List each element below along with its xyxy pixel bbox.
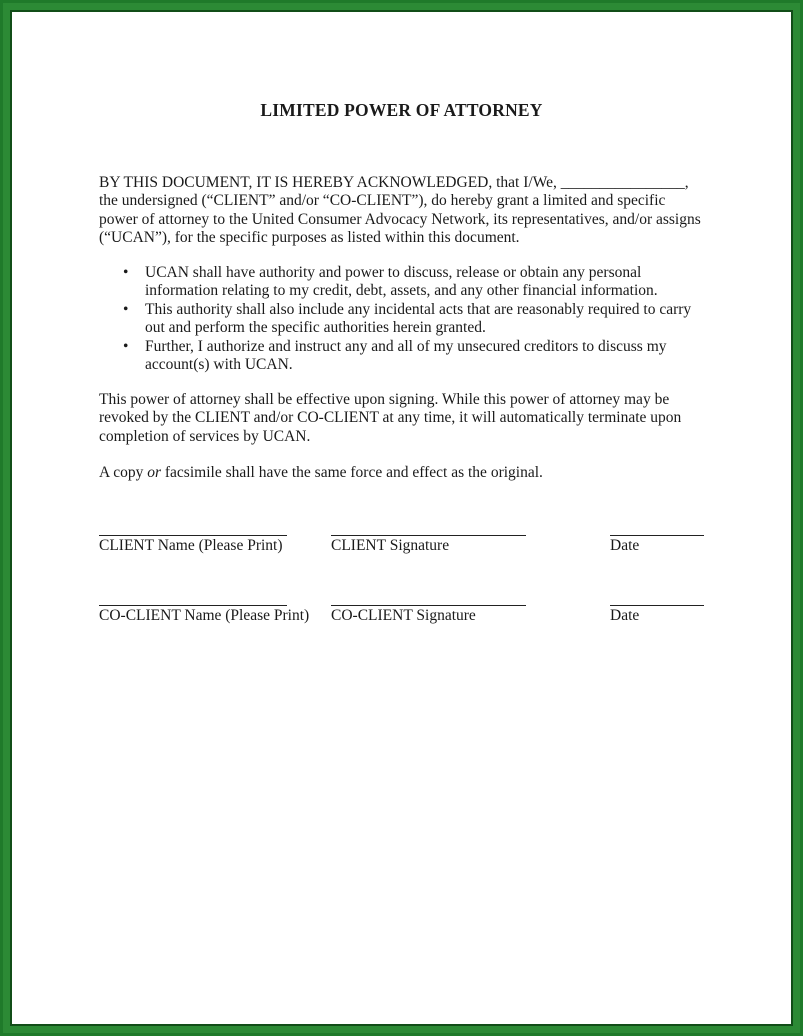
- paragraph-line: (“UCAN”), for the specific purposes as listed within this document.: [99, 229, 520, 247]
- effectiveness-paragraph: [99, 391, 719, 446]
- paragraph-line: the undersigned (“CLIENT” and/or “CO-CLIENT”), do hereby grant a limited and specific: [99, 192, 666, 210]
- paragraph-line: power of attorney to the United Consumer Advocacy Network, its representatives, and/or assigns: [99, 210, 701, 228]
- client-name-line[interactable]: [99, 535, 287, 536]
- facsimile-text-start: A copy: [99, 464, 148, 481]
- facsimile-text-end: facsimile shall have the same force and effect as the original.: [161, 464, 543, 481]
- paragraph-line: [99, 464, 719, 482]
- authority-list: [123, 264, 723, 374]
- paragraph-line: completion of services by UCAN.: [99, 427, 311, 445]
- document-title: LIMITED POWER OF ATTORNEY: [260, 100, 543, 120]
- paragraph-line: BY THIS DOCUMENT, IT IS HEREBY ACKNOWLEDGED, that I/We, ________________,: [99, 174, 689, 191]
- list-item-line: • UCAN shall have authority and power to discuss, release or obtain any personal: [145, 264, 642, 281]
- co-client-signature-line[interactable]: [331, 605, 526, 606]
- paragraph-line: This power of attorney shall be effective upon signing. While this power of attorney may be: [99, 391, 670, 408]
- co-client-date-line[interactable]: [610, 605, 704, 606]
- co-client-date-label: Date: [610, 607, 640, 624]
- co-client-signature-label: CO-CLIENT Signature: [331, 607, 476, 624]
- co-client-name-line[interactable]: [99, 605, 287, 606]
- list-item: [123, 264, 723, 301]
- list-item-line: account(s) with UCAN.: [145, 356, 293, 374]
- client-date-label: Date: [610, 537, 640, 554]
- list-item: [123, 338, 723, 375]
- facsimile-text-emphasis: or: [147, 464, 162, 481]
- list-item: [123, 301, 723, 338]
- paragraph-line: revoked by the CLIENT and/or CO-CLIENT at any time, it will automatically terminate upon: [99, 409, 682, 427]
- acknowledgement-paragraph: [99, 174, 719, 248]
- facsimile-paragraph: [99, 464, 719, 482]
- list-item-line: out and perform the specific authorities herein granted.: [145, 319, 486, 337]
- client-signature-label: CLIENT Signature: [331, 537, 450, 554]
- list-item-line: • This authority shall also include any incidental acts that are reasonably required to carry: [145, 300, 692, 318]
- list-item-line: information relating to my credit, debt, assets, and any other financial information.: [145, 282, 658, 300]
- co-client-name-label: CO-CLIENT Name (Please Print): [99, 607, 310, 624]
- client-signature-line[interactable]: [331, 535, 526, 536]
- client-name-label: CLIENT Name (Please Print): [99, 537, 283, 554]
- list-item-line: • Further, I authorize and instruct any and all of my unsecured creditors to discuss my: [145, 337, 667, 355]
- client-date-line[interactable]: [610, 535, 704, 536]
